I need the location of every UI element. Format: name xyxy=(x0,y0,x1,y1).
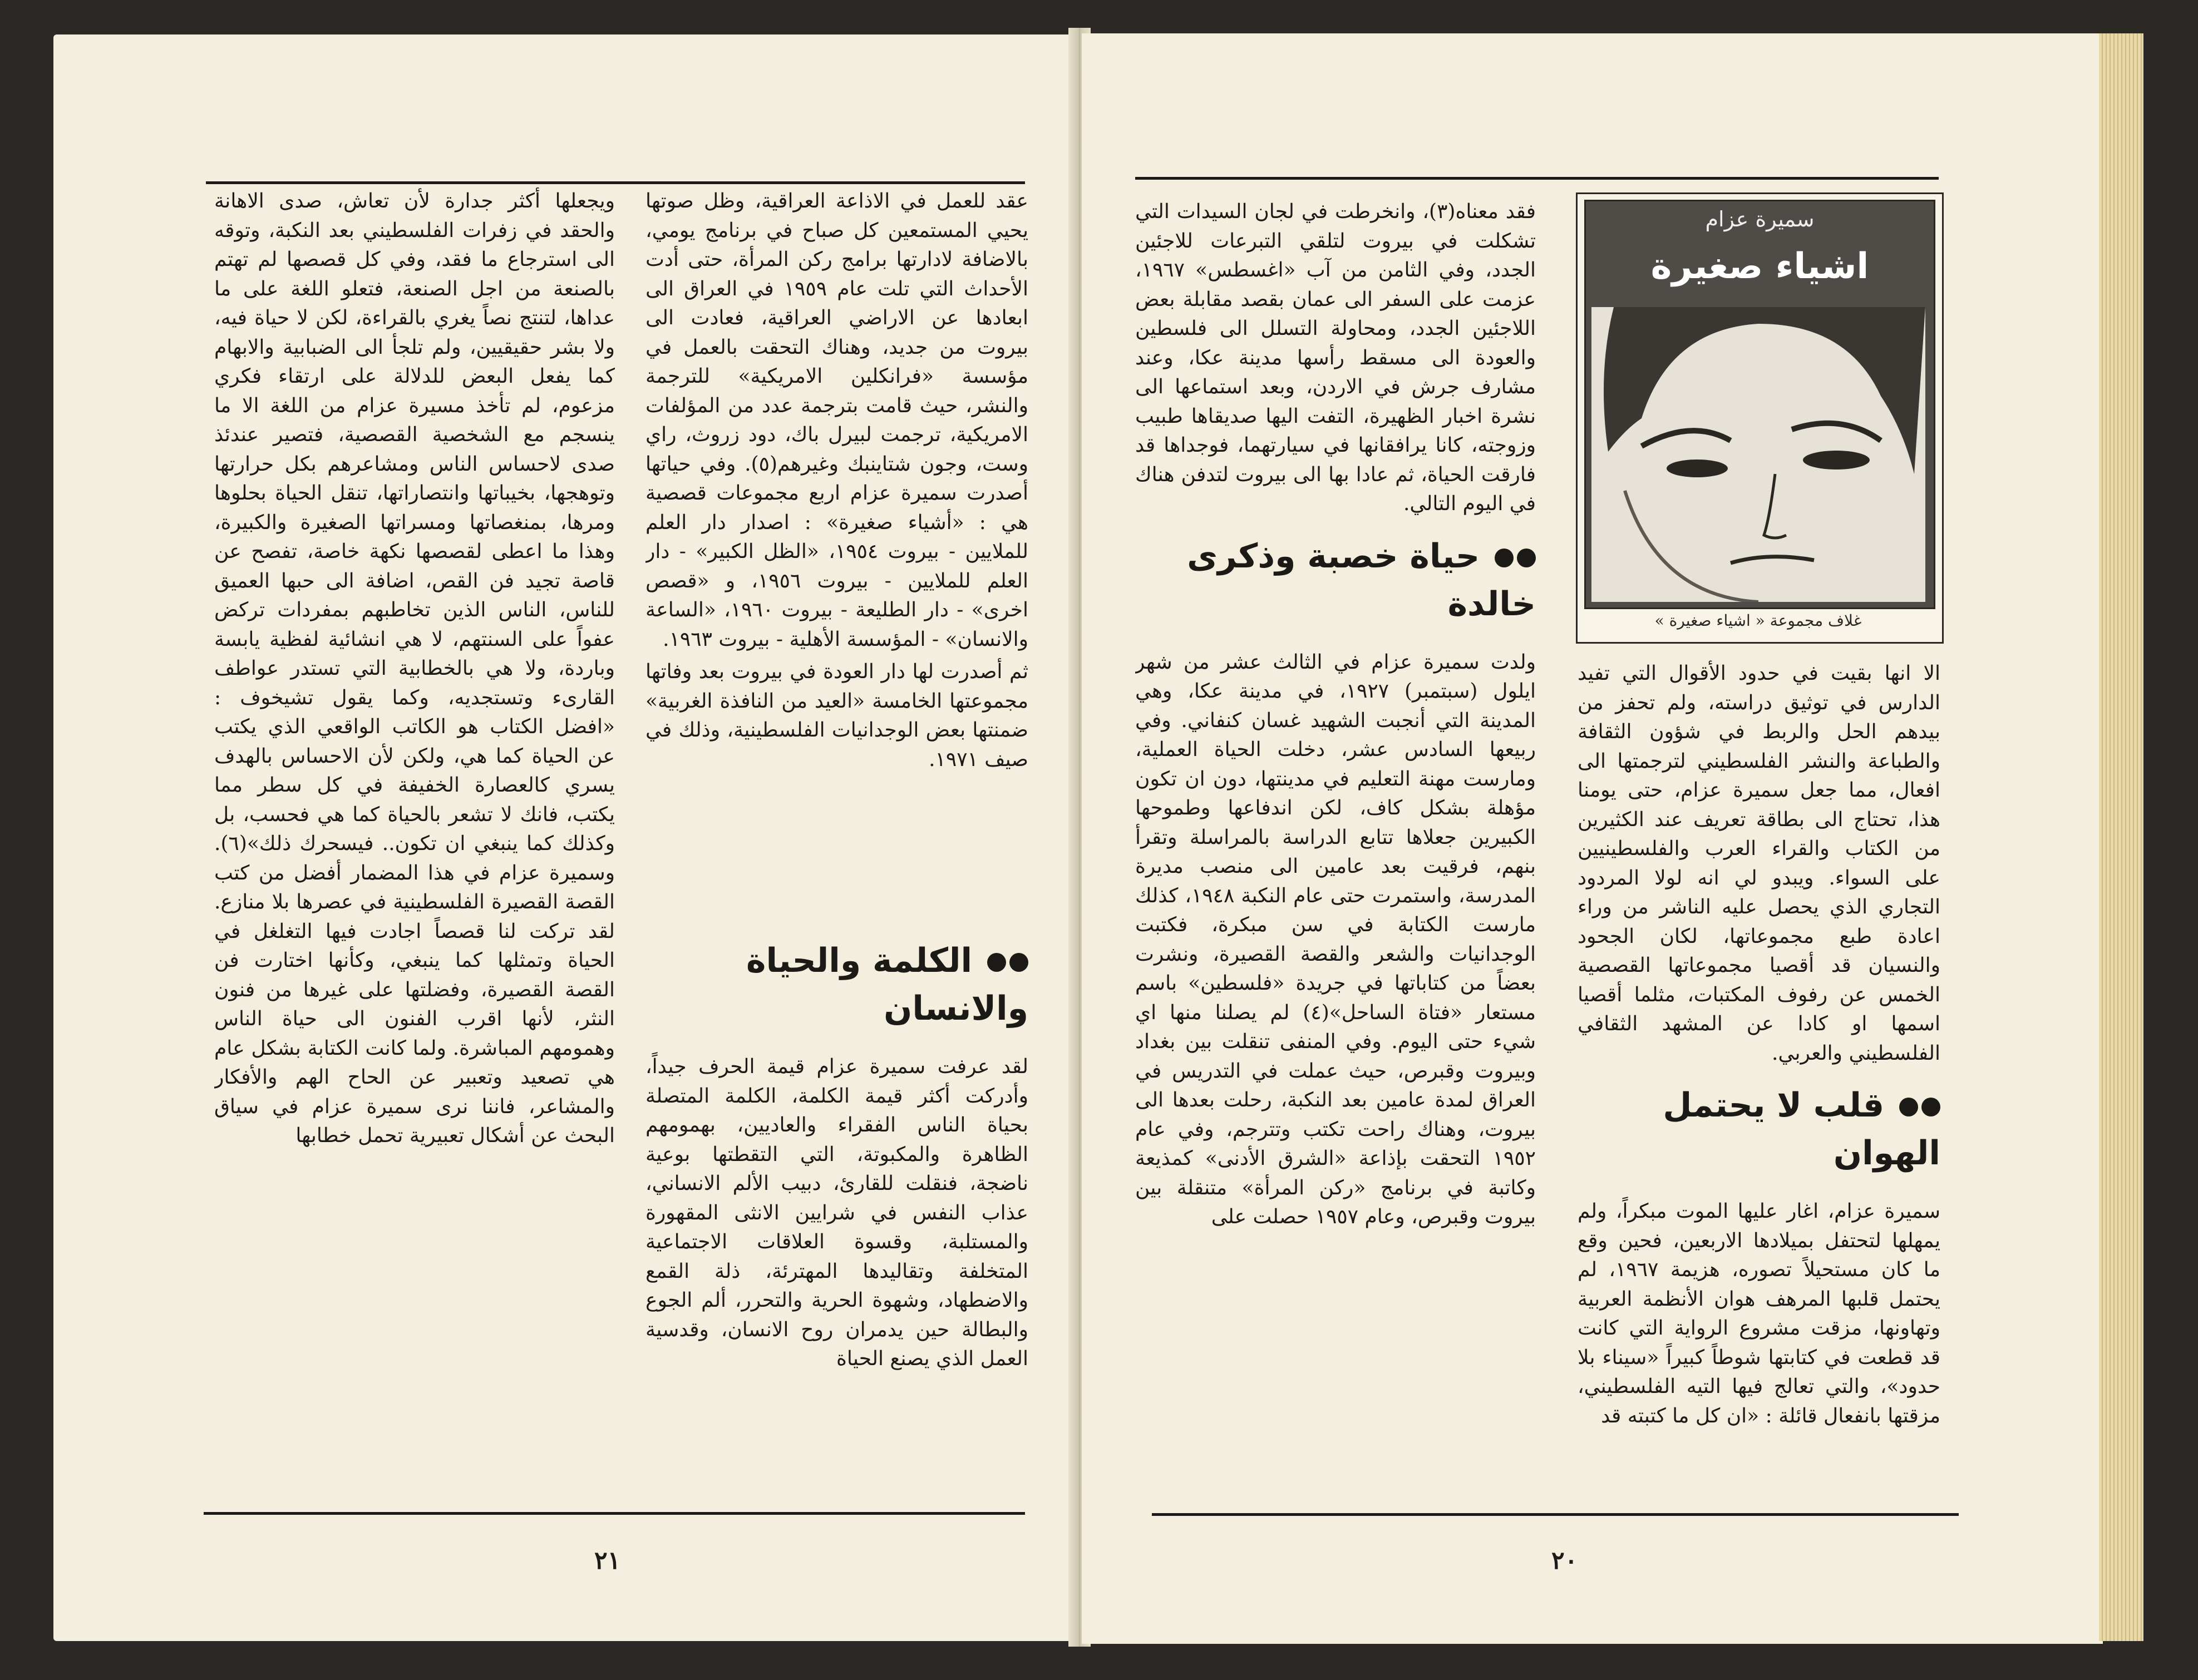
right-page-right-column xyxy=(1578,659,1940,1510)
top-rule-right xyxy=(1135,177,1939,180)
book-cover-image xyxy=(1584,200,1935,609)
book-cover-figure xyxy=(1576,192,1944,644)
bullet-icon xyxy=(1921,1098,1940,1116)
left-page-inner-column-lower xyxy=(645,923,1028,1508)
portrait-drawing xyxy=(1591,307,1925,602)
bullet-icon xyxy=(1899,1098,1918,1116)
bullet-icon xyxy=(1495,549,1514,567)
right-page-left-column xyxy=(1135,197,1536,1232)
section-heading: قلب لا يحتمل الهوان xyxy=(1663,1086,1940,1173)
left-page-outer-column xyxy=(214,187,615,1508)
cover-title: اشياء صغيرة xyxy=(1650,246,1869,287)
bullet-icon xyxy=(1517,549,1536,567)
paragraph: ثم أصدرت لها دار العودة في بيروت بعد وفاتها مجموعتها الخامسة «العيد من النافذة الغربية» ضمنتها بعض الوجدانيات الفلسطينية، وذلك في صيف ١٩٧١. xyxy=(645,660,1028,771)
paragraph: ولدت سميرة عزام في الثالث عشر من شهر ايلول (سبتمبر) ١٩٢٧، في مدينة عكا، وهي المدينة التي أنجبت الشهيد غسان كنفاني. وفي ربيعها السادس عشر، دخلت الحياة العملية، ومارست مهنة التعليم في مدينتها، دون ان تكون مؤهلة بشكل كاف، لكن اندفاعها وطموحها الكبيرين جعلاها تتابع الدراسة بالمراسلة وتقرأ بنهم، فرقيت بعد عامين الى منصب مديرة المدرسة، واستمرت حتى عام النكبة ١٩٤٨، كذلك مارست الكتابة في سن مبكرة، فكتبت الوجدانيات والشعر والقصة القصيرة، ونشرت بعضاً من كتاباتها في جريدة «فلسطين» باسم مستعار «فتاة الساحل»(٤) لم يصلنا منها اي شيء حتى اليوم. وفي المنفى تنقلت بين بغداد وبيروت وقبرص، حيث عملت في التدريس في العراق لمدة عامين بعد النكبة، رحلت بعدها الى بيروت، وهناك راحت تكتب وتترجم، وفي عام ١٩٥٢ التحقت بإذاعة «الشرق الأدنى» كمذيعة وكاتبة في برنامج «ركن المرأة» متنقلة بين بيروت وقبرص، وعام ١٩٥٧ حصلت على xyxy=(1135,650,1536,1228)
paragraph: سميرة عزام، اغار عليها الموت مبكراً، ولم يمهلها لتحتفل بميلادها الاربعين، فحين وقع ما كان مستحيلاً تصوره، هزيمة ١٩٦٧، لم يحتمل قلبها المرهف هوان الأنظمة العربية وتهاونها، مزقت مشروع الرواية التي كانت قد قطعت في كتابتها شوطاً كبيراً «سيناء بلا حدود»، والتي تعالج فيها التيه الفلسطيني، مزقتها بانفعال قائلة : «ان كل ما كتبته قد xyxy=(1578,1200,1940,1427)
paragraph: ويجعلها أكثر جدارة لأن تعاش، صدى الاهانة والحقد في زفرات الفلسطيني بعد النكبة، وتوقه الى استرجاع ما فقد، وفي كل قصصها لم تهتم بالصنعة من اجل الصنعة، فتعلو اللغة على ما عداها، لتنتج نصاً يغري بالقراءة، لكن لا حياة فيه، ولا بشر حقيقيين، ولم تلجأ الى الضبابية والابهام كما يفعل البعض للدلالة على ارتقاء فكري مزعوم، لم تأخذ مسيرة عزام من اللغة الا ما ينسجم مع الشخصية القصصية، فتصير عندئذ صدى لاحساس الناس ومشاعرهم بكل حرارتها وتوهجها، بخيباتها وانتصاراتها، تنقل الحياة بحلوها ومرها، بمنغصاتها ومسراتها الصغيرة والكبيرة، وهذا ما اعطى لقصصها نكهة خاصة، تفصح عن قاصة تجيد فن القص، اضافة الى حبها العميق للناس، الناس الذين تخاطبهم بمفردات تركض عفواً على السنتهم، لا هي انشائية لفظية يابسة وباردة، ولا هي بالخطابية التي تستدر عواطف القارىء وتستجديه، وكما يقول تشيخوف : «افضل الكتاب هو الكاتب الواقعي الذي يكتب عن الحياة كما هي، ولكن لأن الاحساس بالهدف يسري كالعصارة الخفيفة في كل سطر مما يكتب، فانك لا تشعر بالحياة كما هي فحسب، بل وكذلك كما ينبغي ان تكون.. فيسحرك ذلك»(٦). وسميرة عزام في هذا المضمار أفضل من كتب القصة القصيرة الفلسطينية في عصرها بلا منازع. لقد تركت لنا قصصاً اجادت فيها التغلغل في الحياة وتمثلها كما ينبغي، وكأنها اختارت فن القصة القصيرة، وفضلتها على غيرها من فنون النثر، لأنها اقرب الفنون الى حياة الناس وهمومهم المباشرة. ولما كانت الكتابة بشكل عام هي تصعيد وتعبير عن الحاح الهم والأفكار والمشاعر، فاننا نرى سميرة عزام في سياق البحث عن أشكال تعبيرية تحمل خطابها xyxy=(214,190,615,1147)
figure-caption: غلاف مجموعة « اشياء صغيرة » xyxy=(1654,611,1862,630)
page-number-left: ٢١ xyxy=(594,1546,621,1575)
section-heading: حياة خصبة وذكرى خالدة xyxy=(1187,536,1536,624)
bottom-rule-right xyxy=(1152,1513,1959,1516)
bullet-icon xyxy=(987,953,1006,972)
paragraph: الا انها بقيت في حدود الأقوال التي تفيد الدارس في توثيق دراسته، ولم تحفز من بيدهم الحل والربط في شؤون الثقافة والطباعة والنشر الفلسطيني لترجمتها الى افعال، مما جعل سميرة عزام، حتى يومنا هذا، تحتاج الى بطاقة تعريف عند الكثيرين من الكتاب والقراء العرب والفلسطينيين على السواء. ويبدو لي انه لولا المردود التجاري الذي يحصل عليه الناشر من وراء اعادة طبع مجموعاتها، لكان الجحود والنسيان قد أقصيا مجموعاتها القصصية الخمس عن رفوف المكتبات، مثلما أقصيا اسمها او كادا عن المشهد الثقافي الفلسطيني والعربي. xyxy=(1578,662,1940,1065)
face-illustration xyxy=(1591,307,1925,602)
top-rule-left xyxy=(206,181,1025,184)
paragraph: فقد معناه(٣)، وانخرطت في لجان السيدات التي تشكلت في بيروت لتلقي التبرعات للاجئين الجدد، وفي الثامن من آب «اغسطس» ١٩٦٧، عزمت على السفر الى عمان بقصد مقابلة بعض اللاجئين الجدد، ومحاولة التسلل الى فلسطين والعودة الى مسقط رأسها مدينة عكا، وعند مشارف جرش في الاردن، وبعد استماعها الى نشرة اخبار الظهيرة، التفت اليها صديقاها طبيب وزوجته، كانا يرافقانها في سيارتهما، فوجداها قد فارقت الحياة، ثم عادا بها الى بيروت لتدفن هناك في اليوم التالي. xyxy=(1135,200,1536,515)
cover-author: سميرة عزام xyxy=(1705,207,1815,231)
paragraph: عقد للعمل في الاذاعة العراقية، وظل صوتها يحيي المستمعين كل صباح في برنامج يومي، بالاضافة لادارتها برامج ركن المرأة، حتى أدت الأحداث التي تلت عام ١٩٥٩ في العراق الى ابعادها عن الاراضي العراقية، فعادت الى بيروت من جديد، وهناك التحقت بالعمل في مؤسسة «فرانكلين الامريكية» للترجمة والنشر، حيث قامت بترجمة عدد من المؤلفات الامريكية، ترجمت لبيرل باك، دود زروث، راي وست، وجون شتاينبك وغيرهم(٥). وفي حياتها أصدرت سميرة عزام اربع مجموعات قصصية هي : «أشياء صغيرة» : اصدار دار العلم للملايين - بيروت ١٩٥٤، «الظل الكبير» - دار العلم للملايين - بيروت ١٩٥٦، و «قصص اخرى» - دار الطليعة - بيروت ١٩٦٠، «الساعة والانسان» - المؤسسة الأهلية - بيروت ١٩٦٣. xyxy=(645,190,1028,651)
bottom-rule-left xyxy=(204,1512,1025,1515)
section-heading: الكلمة والحياة والانسان xyxy=(746,941,1028,1028)
page-number-right: ٢٠ xyxy=(1551,1546,1578,1575)
paragraph: لقد عرفت سميرة عزام قيمة الحرف جيداً، وأدركت أكثر قيمة الكلمة، الكلمة المتصلة بحياة الناس الفقراء والعاديين، بهمومهم الظاهرة والمكبوتة، التي التقطتها بوعية ناضجة، فنقلت للقارئ، دبيب الألم الانساني، عذاب النفس في شرايين الانثى المقهورة والمستلبة، وقسوة العلاقات الاجتماعية المتخلفة وتقاليدها المهترئة، ذلة القمع والاضطهاد، وشهوة الحرية والتحرر، ألم الجوع والبطالة حين يدمران روح الانسان، وقدسية العمل الذي يصنع الحياة xyxy=(645,1055,1028,1370)
bullet-icon xyxy=(1009,953,1028,972)
page-edges xyxy=(2099,33,2143,1641)
